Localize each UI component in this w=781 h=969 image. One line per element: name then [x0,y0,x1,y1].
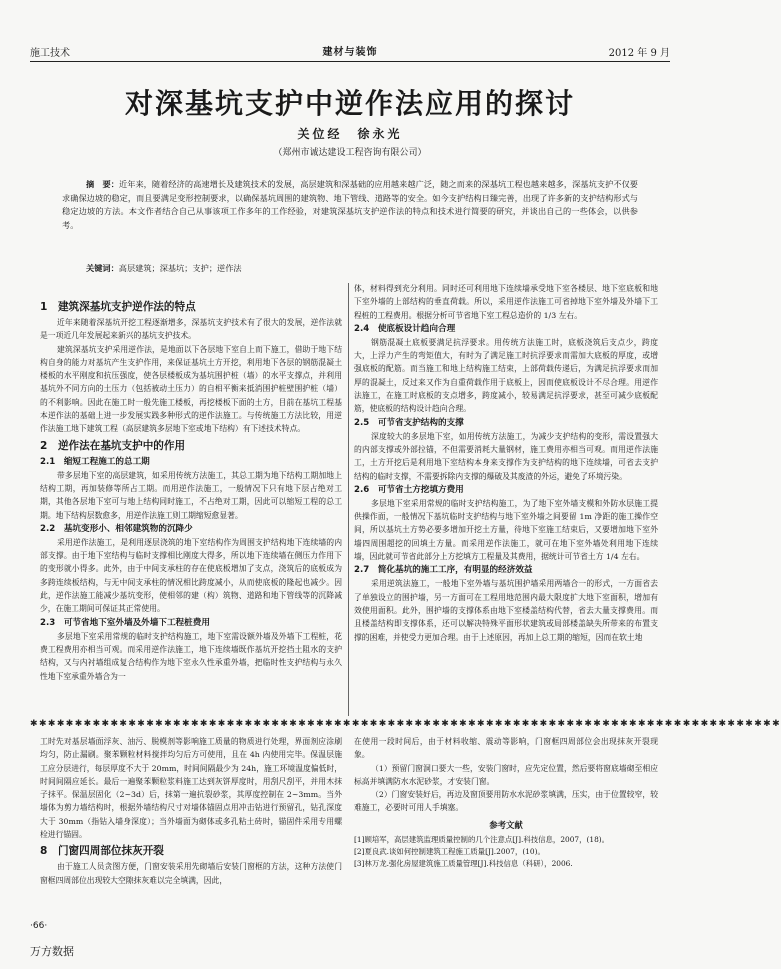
header-section: 施工技术 [30,48,70,59]
paragraph: 近年来随着深基坑开挖工程逐渐增多，深基坑支护技术有了很大的发展，逆作法就是一项近几年发展起来新兴的基坑支护技术。 [40,318,342,341]
paragraph: 由于施工人员贪图方便，门窗安装采用先砌墙后安装门窗框的方法，这种方法使门窗框四周部位出现较大空隙抹灰难以完全填满，因此， [40,862,342,885]
paragraph: 采用逆作法施工，是利用逐层浇筑的地下室结构作为周围支护结构地下连续墙的内部支撑。由于地下室结构与临时支撑相比刚度大得多，所以地下连续墙在侧压力作用下的变形就小得多。此外，由于中间支承柱的存在使底板增加了支点，浇筑后的底板成为多跨连续板结构，与无中间支承柱的情况相比跨度减小，从而使底板的隆起也减少。因此，逆作法施工能减少基坑变形，使相邻的建（构）筑物、道路和地下管线等的沉降减少，在施工期间可保证其正常使用。 [40,537,342,614]
header-rule [30,61,670,62]
header-date: 2012 年 9 月 [608,48,670,59]
keywords [62,262,638,275]
abstract-text: 近年来，随着经济的高速增长及建筑技术的发展，高层建筑和深基础的应用越来越广泛，随之而来的深基坑工程也越来越多，深基坑支护不仅要求确保边坡的稳定，而且要满足变形控制要求，以确保基坑周围的建筑物、地下管线、道路等的安全。如今支护结构日臻完善，出现了许多新的支护结构形式与稳定边坡的方法。本文作者结合自己从事该项工作多年的工作经验，对建筑深基坑支护逆作法的特点和技术进行简要的研究，并谈出自己的一些体会，以供参考。 [62,179,638,230]
running-header [30,44,670,60]
subsection-heading: 2.6 可节省土方挖填方费用 [354,484,464,495]
abstract-label: 摘 要： [86,179,119,189]
keywords-label: 关键词： [86,263,119,273]
paragraph: 多层地下室采用常规的临时支护结构施工，地下室需设额外墙及外墙下工程桩，花费工程费用亦相当可观。而采用逆作法施工，地下连续墙既作基坑开挖挡土阻水的支护结构，又与内衬墙组成复合结构作为地下室永久性承重外墙，把临时性支护结构与永久性地下室承重外墙合为一 [40,631,342,681]
subsection-heading: 2.3 可节省地下室外墙及外墙下工程桩费用 [40,617,210,628]
paragraph: 在使用一段时间后，由于材料收缩、震动等影响，门窗框四周部位会出现抹灰开裂现象。 [354,737,658,760]
column-left-bottom [40,735,342,887]
paragraph: 带多层地下室的高层建筑，如采用传统方法施工，其总工期为地下结构工期加地上结构工期，再加装修等所占工期。而用逆作法施工，一般情况下只有地下层占绝对工期，其他各层地下室可与地上结构同时施工，不占绝对工期，因此可以缩短工程的总工期。地下结构层数愈多，用逆作法施工则工期缩短愈显著。 [40,470,342,520]
references-heading: 参考文献 [489,819,523,830]
column-left-top [40,297,342,683]
article-title: 对深基坑支护中逆作法应用的探讨 [124,87,575,120]
abstract [62,178,638,232]
subsection-heading: 2.4 使底板设计趋向合理 [354,323,456,334]
paragraph: 工时先对基层墙面浮灰、油污、脱模剂等影响施工质量的物质进行处理，界面剂应涂刷均匀，防止漏刷。聚苯颗粒材料搅拌均匀后方可使用，且在 4h 内使用完毕。保温层施工应分层进行，每层厚度不大于 20mm，时间间隔最少为 24h，施工环境温度偏低时，时间间隔应延长。最后一遍聚苯颗粒浆料施工达到灰饼厚度时，用刮尺刮平，并用木抹子抹平。保温层固化（2~3d）后，抹第一遍抗裂砂浆，其厚度控制在 2~3mm。当外墙体为剪力墙结构时，根据外墙结构尺寸对墙体锚固点用冲击钻进行预留孔，钻孔深度大于 30mm（指钻入墙身深度）；当外墙面为砌体或多孔粘土砖时，锚固件采用专用螺栓进行锚固。 [40,737,342,840]
paragraph: 采用逆筑法施工，一般地下室外墙与基坑围护墙采用两墙合一的形式，一方面省去了单独设立的围护墙，另一方面可在工程用地范围内最大限度扩大地下室面积，增加有效使用面积。此外，围护墙的支撑体系由地下室楼盖结构代替，省去大量支撑费用。而且楼盖结构即支撑体系，还可以解决特殊平面形状建筑或局部楼盖缺失所带来的布置支撑的困难，并使受力更加合理。由于上述原因，再加上总工期的缩短，因而在软土地 [354,579,658,642]
column-divider [348,283,349,716]
affiliation: （郑州市诚达建设工程咨询有限公司） [273,148,427,158]
reference-item: [1]顾培军，高层建筑监理质量控制的几个注意点[J].科技信息，2007，(18)。 [354,835,610,845]
section-heading: 1 建筑深基坑支护逆作法的特点 [40,301,196,313]
paragraph: 深度较大的多层地下室，如用传统方法施工，为减少支护结构的变形，需设置强大的内部支撑或外部拉锚，不但需要消耗大量钢材，施工费用亦相当可观。而用逆作法施工，土方开挖后是利用地下室结构本身来支撑作为支护结构的地下连续墙，可省去支护结构的临时支撑，不需要拆除内支撑的爆破及其废渣的外运，避免了环境污染。 [354,431,658,481]
authors: 关位经 徐永光 [297,127,403,141]
reference-item: [2]夏良武.谈如何控制建筑工程施工质量[J].2007，(10)。 [354,846,545,856]
page-number: ·66· [30,921,48,931]
column-right-bottom [354,735,658,869]
paragraph: （1）预留门窗洞口要大一些，安装门窗时，应先定位置，然后要将窗底墙砌至相应标高并填满防水水泥砂浆，才安装门窗。 [354,763,658,786]
paragraph: 体，材料得到充分利用。同时还可利用地下连续墙承受地下室各楼层、地下室底板和地下室外墙的上部结构的垂直荷载。所以，采用逆作法施工可省掉地下室外墙及外墙下工程桩的工程费用。根据分析可节省地下室工程总造价的 1/3 左右。 [354,284,658,320]
paragraph: 多层地下室采用常规的临时支护结构施工，为了地下室外墙支模和外防水层施工提供操作面，一般情况下基坑临时支护结构与地下室外墙之间要留 1m 净距的施工操作空间，所以基坑土方势必要多增加开挖土方量，待地下室施工结束后，又要增加地下室外墙四周围超挖的回填土方量。而采用逆作法施工，就可在地下室外墙处利用地下连续墙，因此就可节省此部分上方挖填方工程量及其费用，据统计可节省土方 1/4 左右。 [354,498,658,562]
watermark: 万方数据 [30,945,74,958]
subsection-heading: 2.5 可节省支护结构的支撑 [354,417,464,428]
paragraph: 钢筋混凝土底板要满足抗浮要求。用传统方法施工时，底板浇筑后支点少，跨度大，上浮力产生的弯矩值大，有时为了满足施工时抗浮要求而需加大底板的厚度，或增强底板的配筋。而当施工和地上结构施工结束，上部荷载传递后，为满足抗浮要求而加厚的混凝土，反过来又作为自重荷载作用于底板上，因而使底板设计不尽合理。用逆作法施工，在施工时底板的支点增多，跨度减小，较易满足抗浮要求，甚至可减少底板配筋，使底板的结构设计趋向合理。 [354,337,658,414]
reference-item: [3]林万龙.强化房屋建筑施工质量管理[J].科技信息（科研），2006. [354,858,573,868]
header-journal: 建材与装饰 [322,47,378,58]
article-separator: ✱✱✱✱✱✱✱✱✱✱✱✱✱✱✱✱✱✱✱✱✱✱✱✱✱✱✱✱✱✱✱✱✱✱✱✱✱✱✱✱✱✱✱✱✱✱✱✱✱✱✱✱✱✱✱✱✱✱✱✱✱✱✱✱✱✱✱✱✱✱✱✱✱✱✱✱✱✱✱✱✱✱✱✱ [30,719,781,729]
paragraph: 建筑深基坑支护采用逆作法，是地面以下各层地下室自上而下施工，借助于地下结构自身的能力对基坑产生支护作用，来保证基坑土方开挖，利用地下各层的钢筋混凝土楼板的水平刚度和抗压强度，使各层楼板成为基坑围护桩（墙）的水平支撑点，并利用基坑外不同方向的土压力（包括被动土压力）的自相平衡来抵消围护桩壁围护桩（墙）的不利影响。因此在施工时一般先施工楼板，再挖楼板下面的土方，目前在基坑工程基本逆作法的基础上进一步发展实践多种形式的逆作法施工。与传统施工方法比较，用逆作法施工地下建筑工程（高层建筑多层地下室或地下结构）有下述技术特点。 [40,344,342,434]
keywords-text: 高层建筑；深基坑；支护；逆作法 [118,263,242,273]
subsection-heading: 2.2 基坑变形小、相邻建筑物的沉降少 [40,523,193,534]
section-heading: 2 逆作法在基坑支护中的作用 [40,439,186,452]
column-right-top [354,282,658,644]
section-heading: 8 门窗四周部位抹灰开裂 [40,845,164,858]
subsection-heading: 2.7 简化基坑的施工工序，有明显的经济效益 [354,565,533,576]
paragraph: （2）门窗安装好后，再边及窗顶要用防水水泥砂浆填满，压实，由于位置较窄，较难施工，必要时可用人手填塞。 [354,790,658,813]
subsection-heading: 2.1 缩短工程施工的总工期 [40,456,150,467]
